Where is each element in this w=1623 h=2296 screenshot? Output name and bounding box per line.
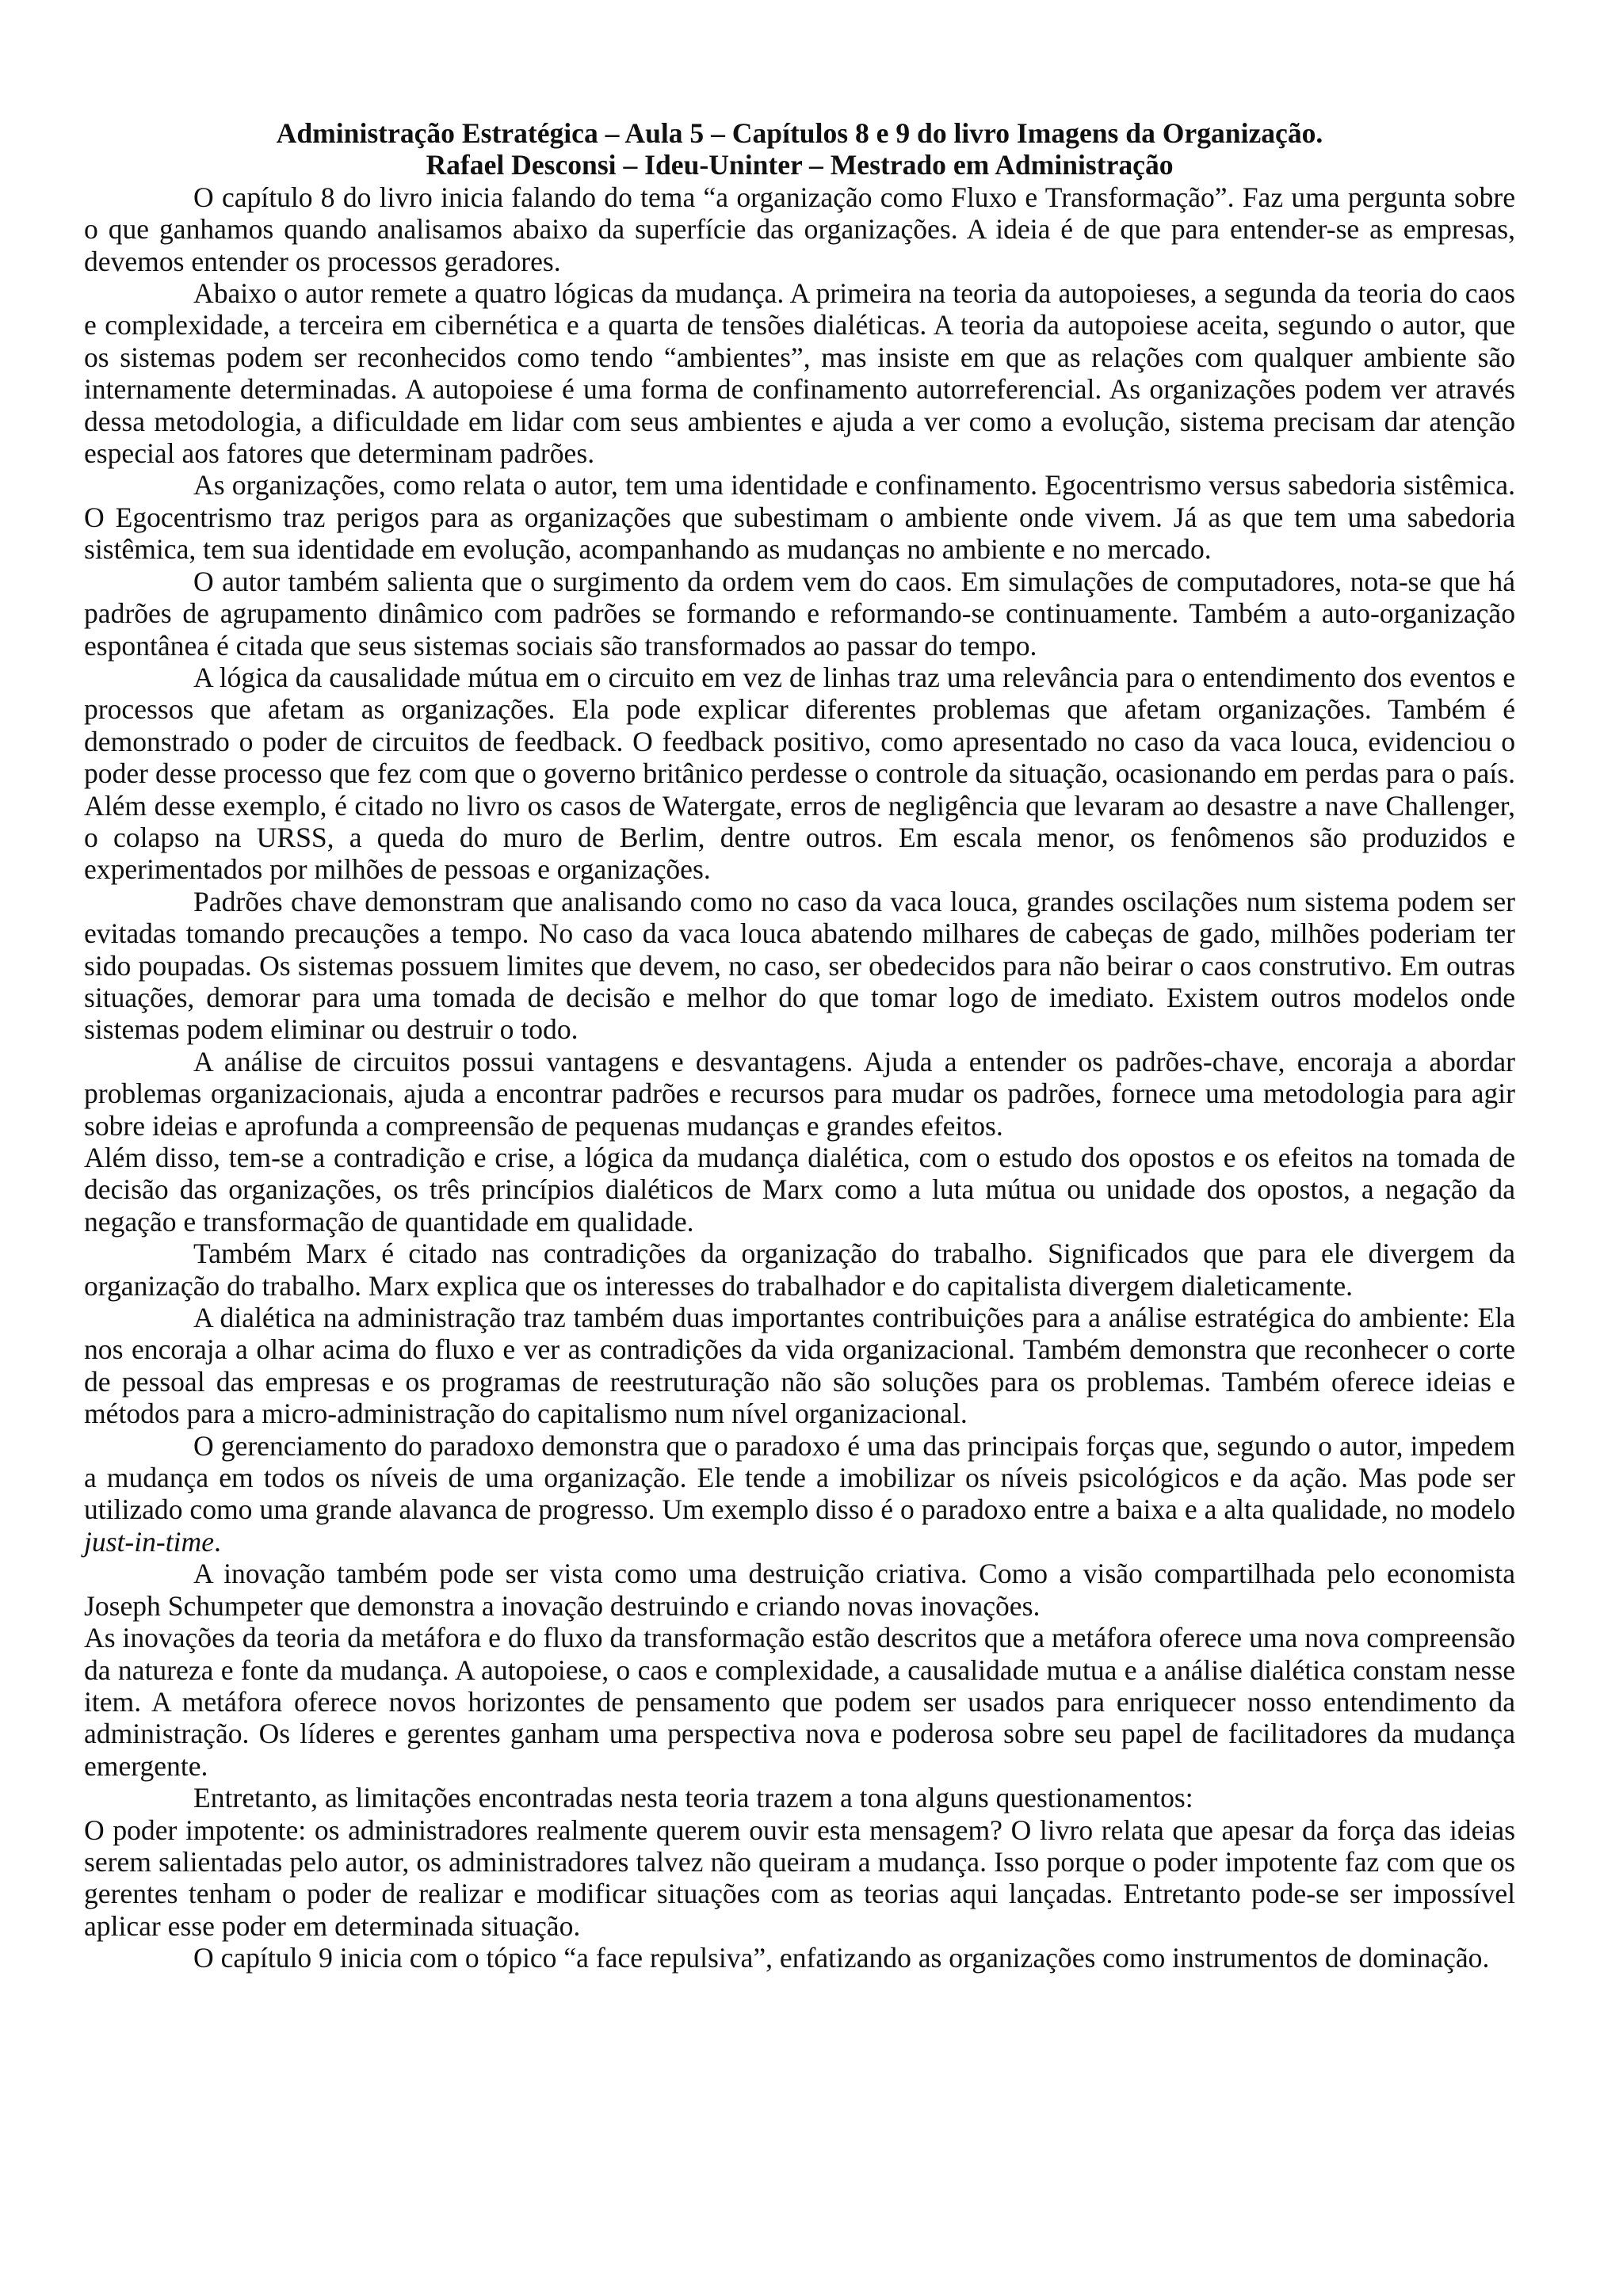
paragraph-15: O poder impotente: os administradores realmente querem ouvir esta mensagem? O livro relata que apesar da força das ideias serem salientadas pelo autor, os administradores talvez não queiram a mudança. Isso porque o poder impotente faz com que os gerentes tenham o poder de realizar e modificar situações com as teorias aqui lançadas. Entretanto pode-se ser impossível aplicar esse poder em determinada situação. [84,1814,1515,1942]
paragraph-7: A análise de circuitos possui vantagens e desvantagens. Ajuda a entender os padrões-chave, encoraja a abordar problemas organizacionais, ajuda a encontrar padrões e recursos para mudar os padrões, fornece uma metodologia para agir sobre ideias e aprofunda a compreensão de pequenas mudanças e grandes efeitos. [84,1045,1515,1142]
paragraph-9: Também Marx é citado nas contradições da organização do trabalho. Significados que para ele divergem da organização do trabalho. Marx explica que os interesses do trabalhador e do capitalista divergem dialeticamente. [84,1238,1515,1302]
paragraph-1: O capítulo 8 do livro inicia falando do tema “a organização como Fluxo e Transformação”. Faz uma pergunta sobre o que ganhamos quando analisamos abaixo da superfície das organizações. A ideia é de que para entender-se as empresas, devemos entender os processos geradores. [84,181,1515,277]
paragraph-11 [84,1430,1515,1558]
paragraph-5: A lógica da causalidade mútua em o circuito em vez de linhas traz uma relevância para o entendimento dos eventos e processos que afetam as organizações. Ela pode explicar diferentes problemas que afetam organizações. Também é demonstrado o poder de circuitos de feedback. O feedback positivo, como apresentado no caso da vaca louca, evidenciou o poder desse processo que fez com que o governo britânico perdesse o controle da situação, ocasionando em perdas para o país. Além desse exemplo, é citado no livro os casos de Watergate, erros de negligência que levaram ao desastre a nave Challenger, o colapso na URSS, a queda do muro de Berlim, dentre outros. Em escala menor, os fenômenos são produzidos e experimentados por milhões de pessoas e organizações. [84,661,1515,886]
document-page [84,117,1515,1974]
paragraph-10: A dialética na administração traz também duas importantes contribuições para a análise estratégica do ambiente: Ela nos encoraja a olhar acima do fluxo e ver as contradições da vida organizacional. Também demonstra que reconhecer o corte de pessoal das empresas e os programas de reestruturação não são soluções para os problemas. Também oferece ideias e métodos para a micro-administração do capitalismo num nível organizacional. [84,1302,1515,1430]
paragraph-11-end: . [214,1525,221,1558]
paragraph-13: As inovações da teoria da metáfora e do fluxo da transformação estão descritos que a metáfora oferece uma nova compreensão da natureza e fonte da mudança. A autopoiese, o caos e complexidade, a causalidade mutua e a análise dialética constam nesse item. A metáfora oferece novos horizontes de pensamento que podem ser usados para enriquecer nosso entendimento da administração. Os líderes e gerentes ganham uma perspectiva nova e poderosa sobre seu papel de facilitadores da mudança emergente. [84,1622,1515,1782]
paragraph-12: A inovação também pode ser vista como uma destruição criativa. Como a visão compartilhada pelo economista Joseph Schumpeter que demonstra a inovação destruindo e criando novas inovações. [84,1558,1515,1622]
paragraph-14: Entretanto, as limitações encontradas nesta teoria trazem a tona alguns questionamentos: [193,1782,1193,1814]
document-subtitle: Rafael Desconsi – Ideu-Uninter – Mestrado em Administração [426,149,1174,181]
paragraph-6: Padrões chave demonstram que analisando como no caso da vaca louca, grandes oscilações num sistema podem ser evitadas tomando precauções a tempo. No caso da vaca louca abatendo milhares de cabeças de gado, milhões poderiam ter sido poupadas. Os sistemas possuem limites que devem, no caso, ser obedecidos para não beirar o caos construtivo. Em outras situações, demorar para uma tomada de decisão e melhor do que tomar logo de imediato. Existem outros modelos onde sistemas podem eliminar ou destruir o todo. [84,885,1515,1046]
paragraph-3: As organizações, como relata o autor, tem uma identidade e confinamento. Egocentrismo versus sabedoria sistêmica. O Egocentrismo traz perigos para as organizações que subestimam o ambiente onde vivem. Já as que tem uma sabedoria sistêmica, tem sua identidade em evolução, acompanhando as mudanças no ambiente e no mercado. [84,469,1515,566]
paragraph-11-text: O gerenciamento do paradoxo demonstra que o paradoxo é uma das principais forças que, segundo o autor, impedem a mudança em todos os níveis de uma organização. Ele tende a imobilizar os níveis psicológicos e da ação. Mas pode ser utilizado como uma grande alavanca de progresso. Um exemplo disso é o paradoxo entre a baixa e a alta qualidade, no modelo [84,1429,1515,1526]
paragraph-8: Além disso, tem-se a contradição e crise, a lógica da mudança dialética, com o estudo dos opostos e os efeitos na tomada de decisão das organizações, os três princípios dialéticos de Marx como a luta mútua ou unidade dos opostos, a negação da negação e transformação de quantidade em qualidade. [84,1142,1515,1238]
paragraph-16: O capítulo 9 inicia com o tópico “a face repulsiva”, enfatizando as organizações como instrumentos de dominação. [193,1942,1490,1974]
paragraph-2: Abaixo o autor remete a quatro lógicas da mudança. A primeira na teoria da autopoieses, a segunda da teoria do caos e complexidade, a terceira em cibernética e a quarta de tensões dialéticas. A teoria da autopoiese aceita, segundo o autor, que os sistemas podem ser reconhecidos como tendo “ambientes”, mas insiste em que as relações com qualquer ambiente são internamente determinadas. A autopoiese é uma forma de confinamento autorreferencial. As organizações podem ver através dessa metodologia, a dificuldade em lidar com seus ambientes e ajuda a ver como a evolução, sistema precisam dar atenção especial aos fatores que determinam padrões. [84,277,1515,470]
document-title: Administração Estratégica – Aula 5 – Capítulos 8 e 9 do livro Imagens da Organização. [276,117,1323,149]
paragraph-11-italic: just-in-time [84,1525,215,1558]
paragraph-4: O autor também salienta que o surgimento da ordem vem do caos. Em simulações de computadores, nota-se que há padrões de agrupamento dinâmico com padrões se formando e reformando-se continuamente. Também a auto-organização espontânea é citada que seus sistemas sociais são transformados ao passar do tempo. [84,565,1515,662]
